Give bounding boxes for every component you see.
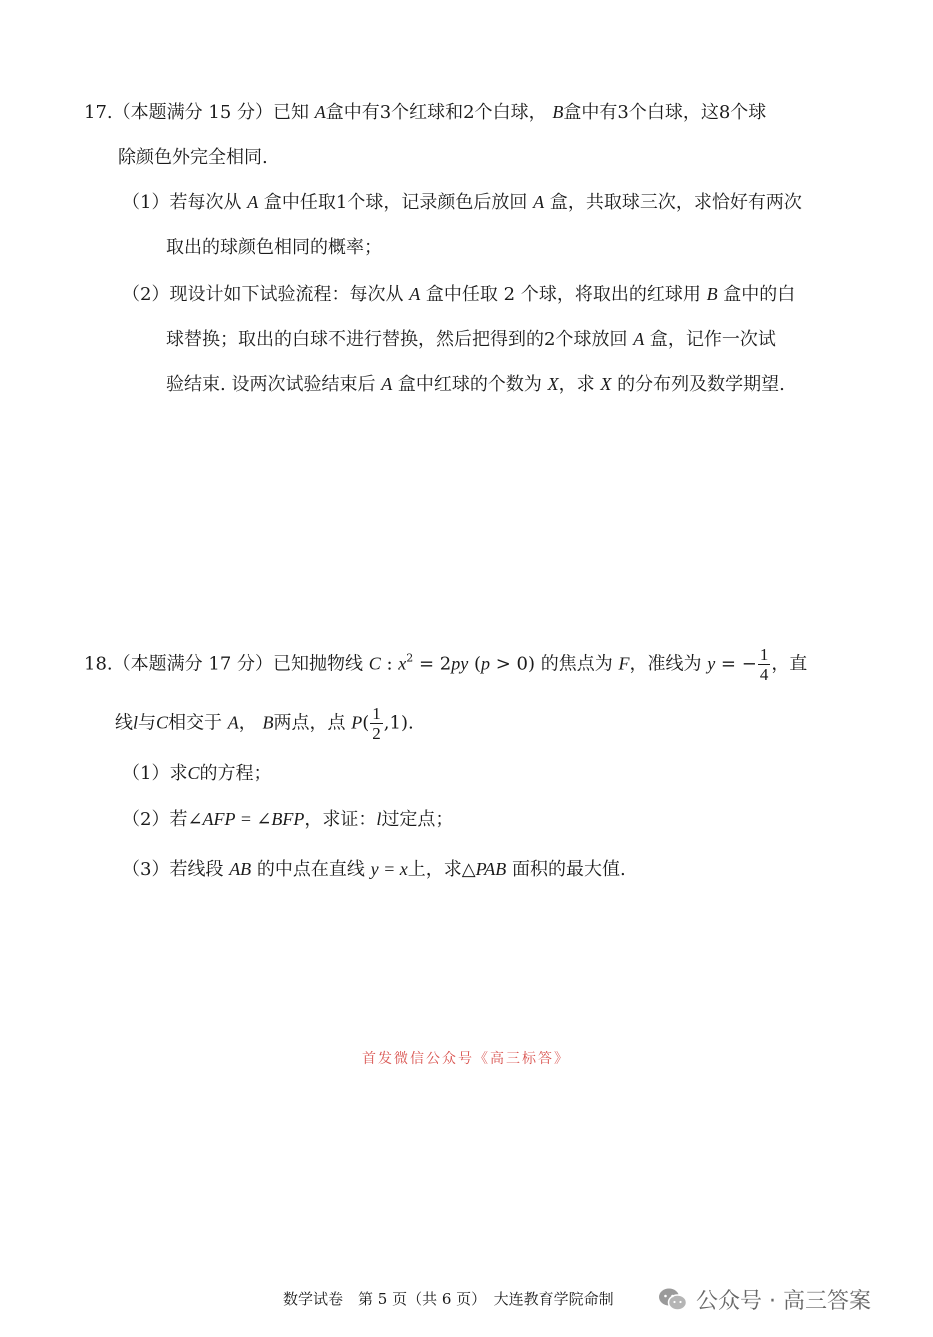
q18-sub1: [122, 760, 271, 787]
fraction-one-quarter: [758, 646, 771, 683]
q17-part2-line1: [122, 281, 795, 308]
watermark-text: 首发微信公众号《高三标答》: [362, 1051, 570, 1067]
var-p: p: [481, 653, 490, 674]
q17-p2-text: 球替换；取出的白球不进行替换，然后把得到的2个球放回: [166, 329, 628, 350]
q17-text: 盒中有3个白球，这8个球: [563, 102, 767, 123]
q18-text: 与: [138, 712, 157, 734]
q18-text: 已知抛物线: [273, 653, 363, 675]
page-footer: 数学试卷 第 5 页（共 6 页） 大连教育学院命制: [283, 1290, 614, 1308]
var-x: x: [398, 653, 407, 674]
q18-s1-text: （1）求: [122, 763, 188, 784]
q17-part2-line3: [166, 371, 785, 398]
q18-line2: [115, 705, 414, 742]
var-a: A: [381, 374, 393, 394]
var-c: C: [368, 653, 381, 674]
q18-text: ，准线为: [629, 653, 702, 675]
q17-p1-text: 盒，共取球三次，求恰好有两次: [549, 192, 802, 213]
q18-s2-text: ，求证：: [304, 809, 377, 830]
fraction-denominator: 4: [759, 665, 769, 684]
var-x: X: [547, 374, 559, 394]
var-a: A: [409, 284, 421, 304]
q17-text: 除颜色外完全相同.: [118, 147, 268, 168]
q17-part1-line1: [122, 189, 802, 216]
q18-score: （本题满分 17 分）: [112, 653, 273, 675]
q17-p2-text: 盒中红球的个数为: [397, 374, 542, 395]
var-c: C: [187, 763, 200, 783]
math-op: (: [362, 712, 370, 734]
var-py: py: [451, 653, 469, 674]
q18-s1-text: 的方程；: [199, 763, 272, 784]
math-op: = 2: [413, 653, 452, 675]
q17-p2-text: （2）现设计如下试验流程：每次从: [122, 284, 404, 305]
angle-expression: ∠AFP = ∠BFP: [187, 809, 305, 829]
q18-sub3: [122, 856, 626, 883]
q17-line1: [84, 99, 766, 126]
q18-s3-text: 面积的最大值.: [512, 859, 626, 880]
var-ab: AB: [229, 859, 252, 879]
math-op: > 0): [490, 653, 535, 675]
q17-p1-text: 取出的球颜色相同的概率；: [166, 237, 382, 258]
var-a: A: [314, 102, 326, 122]
q17-line2: [118, 145, 268, 171]
q18-text: 的焦点为: [540, 653, 613, 675]
q17-p1-text: （1）若每次从: [122, 192, 242, 213]
math-op: :: [380, 653, 399, 675]
var-a: A: [247, 192, 259, 212]
var-b: B: [706, 284, 718, 304]
var-a: A: [633, 329, 645, 349]
var-b: B: [552, 102, 564, 122]
exponent: 2: [406, 651, 414, 665]
var-y: y: [707, 653, 716, 674]
q17-p2-text: 盒，记作一次试: [649, 329, 776, 350]
var-b: B: [262, 712, 274, 733]
math-op: ,1): [383, 712, 408, 734]
q18-s2-text: 过定点；: [381, 809, 454, 830]
var-x: X: [600, 374, 612, 394]
var-a: A: [227, 712, 239, 733]
q18-text: 相交于: [168, 712, 223, 734]
var-a: A: [533, 192, 545, 212]
math-op: (: [468, 653, 481, 675]
var-c: C: [156, 712, 169, 733]
q18-text: .: [407, 712, 414, 734]
q17-p2-text: 盒中的白: [723, 284, 796, 305]
math-op: = −: [715, 653, 757, 675]
q17-p2-text: 盒中任取 2 个球，将取出的红球用: [425, 284, 701, 305]
var-f: F: [618, 653, 630, 674]
q18-text: ，: [238, 712, 257, 734]
var-l: l: [133, 712, 139, 733]
q18-number: 18.: [84, 653, 113, 675]
q17-number: 17.: [84, 102, 113, 123]
fraction-numerator: 1: [759, 645, 769, 664]
q17-p2-text: ，求: [558, 374, 595, 395]
q18-s3-text: 上，求△: [407, 859, 476, 880]
q17-p2-text: 验结束. 设两次试验结束后: [166, 374, 376, 395]
q18-line1: [84, 646, 807, 683]
var-p-point: P: [351, 712, 363, 733]
line-expression: y = x: [370, 859, 408, 879]
wechat-icon: [658, 1287, 688, 1313]
q18-sub2: [122, 806, 453, 833]
q18-s3-text: （3）若线段: [122, 859, 224, 880]
var-l: l: [376, 809, 382, 829]
brand-text: 公众号 · 高三答案: [696, 1289, 871, 1314]
q17-p1-text: 盒中任取1个球，记录颜色后放回: [263, 192, 528, 213]
q17-text: 已知: [273, 102, 309, 123]
var-pab: PAB: [475, 859, 507, 879]
fraction-denominator: 2: [372, 724, 381, 743]
q17-part2-line2: [166, 326, 776, 353]
q18-text: 线: [115, 712, 133, 734]
q18-text: ，直: [771, 653, 808, 675]
q18-s2-text: （2）若: [122, 809, 188, 830]
fraction-numerator: 1: [372, 704, 381, 723]
q17-part1-line2: [166, 235, 382, 261]
q17-score: （本题满分 15 分）: [112, 102, 273, 123]
brand-overlay: [658, 1284, 871, 1315]
q17-text: 盒中有3个红球和2个白球，: [325, 102, 547, 123]
q17-p2-text: 的分布列及数学期望.: [617, 374, 785, 395]
q18-text: 两点，点: [273, 712, 346, 734]
fraction-one-half: [370, 705, 383, 742]
q18-s3-text: 的中点在直线: [256, 859, 365, 880]
